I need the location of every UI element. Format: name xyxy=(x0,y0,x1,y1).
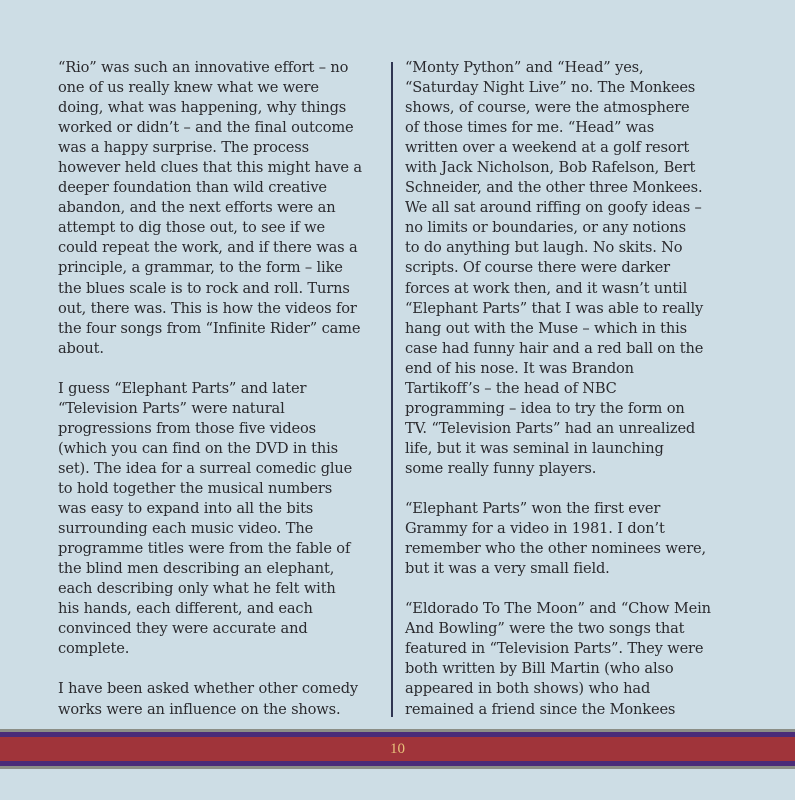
text-line: complete. xyxy=(58,640,130,658)
text-line: appeared in both shows) who had xyxy=(405,680,651,698)
text-line: was easy to expand into all the bits xyxy=(58,500,314,518)
text-line: “Elephant Parts” that I was able to really xyxy=(405,299,704,317)
text-line: forces at work then, and it wasn’t until xyxy=(405,279,688,297)
text-line: Schneider, and the other three Monkees. xyxy=(405,179,703,197)
text-line: however held clues that this might have a xyxy=(58,159,362,177)
text-line: programme titles were from the fable of xyxy=(58,540,351,558)
text-line: programming – idea to try the form on xyxy=(405,399,685,417)
text-line: the blues scale is to rock and roll. Turns xyxy=(58,279,350,297)
text-line: TV. “Television Parts” had an unrealized xyxy=(405,419,696,437)
text-line: each describing only what he felt with xyxy=(58,580,336,598)
text-line: about. xyxy=(58,339,104,357)
text-line: life, but it was seminal in launching xyxy=(405,439,664,457)
text-line: the blind men describing an elephant, xyxy=(58,560,335,578)
text-line: case had funny hair and a red ball on the xyxy=(405,339,704,357)
text-line: remember who the other nominees were, xyxy=(405,540,706,558)
text-line: his hands, each different, and each xyxy=(58,600,313,618)
text-line: set). The idea for a surreal comedic glue xyxy=(58,459,353,477)
text-line: the four songs from “Infinite Rider” came xyxy=(58,319,361,337)
text-line: Tartikoff’s – the head of NBC xyxy=(405,379,617,397)
text-line: “Saturday Night Live” no. The Monkees xyxy=(405,79,696,97)
text-line: but it was a very small field. xyxy=(405,560,610,578)
text-line: And Bowling” were the two songs that xyxy=(405,620,685,638)
text-line: hang out with the Muse – which in this xyxy=(405,319,688,337)
text-line: some really funny players. xyxy=(405,459,597,477)
text-line: could repeat the work, and if there was a xyxy=(58,239,358,257)
text-line: to do anything but laugh. No skits. No xyxy=(405,239,683,257)
text-line: no limits or boundaries, or any notions xyxy=(405,219,687,237)
text-line: We all sat around riffing on goofy ideas – xyxy=(405,199,702,217)
text-line: surrounding each music video. The xyxy=(58,520,314,538)
left-text-column xyxy=(58,58,383,720)
text-line xyxy=(405,579,745,599)
text-line: worked or didn’t – and the final outcome xyxy=(58,119,354,137)
text-line: “Monty Python” and “Head” yes, xyxy=(405,59,644,76)
text-line: doing, what was happening, why things xyxy=(58,99,347,117)
text-line: written over a weekend at a golf resort xyxy=(405,139,690,157)
column-divider xyxy=(391,62,393,717)
text-line: to hold together the musical numbers xyxy=(58,479,333,497)
text-line: attempt to dig those out, to see if we xyxy=(58,219,325,237)
text-line: “Television Parts” were natural xyxy=(58,399,285,417)
text-line xyxy=(405,479,745,499)
text-line: I have been asked whether other comedy xyxy=(58,680,358,698)
text-line: convinced they were accurate and xyxy=(58,620,308,638)
text-line: “Elephant Parts” won the first ever xyxy=(405,500,661,518)
text-line: progressions from those five videos xyxy=(58,419,316,437)
right-text-column xyxy=(405,58,745,720)
text-line xyxy=(58,659,383,679)
text-line: of those times for me. “Head” was xyxy=(405,119,655,137)
text-line: abandon, and the next efforts were an xyxy=(58,199,336,217)
text-line: deeper foundation than wild creative xyxy=(58,179,327,197)
text-line: Grammy for a video in 1981. I don’t xyxy=(405,520,665,538)
page-number: 10 xyxy=(390,741,405,757)
text-line: with Jack Nicholson, Bob Rafelson, Bert xyxy=(405,159,696,177)
text-line: (which you can find on the DVD in this xyxy=(58,439,339,457)
text-line: out, there was. This is how the videos for xyxy=(58,299,357,317)
text-line: both written by Bill Martin (who also xyxy=(405,660,674,678)
text-line: remained a friend since the Monkees xyxy=(405,700,676,718)
text-line: works were an influence on the shows. xyxy=(58,700,341,718)
text-line: principle, a grammar, to the form – like xyxy=(58,259,343,277)
text-line: was a happy surprise. The process xyxy=(58,139,309,157)
text-line: “Eldorado To The Moon” and “Chow Mein xyxy=(405,600,711,618)
text-line: featured in “Television Parts”. They were xyxy=(405,640,704,658)
text-line: scripts. Of course there were darker xyxy=(405,259,670,277)
text-line: I guess “Elephant Parts” and later xyxy=(58,379,307,397)
text-line: one of us really knew what we were xyxy=(58,79,319,97)
text-line: shows, of course, were the atmosphere xyxy=(405,99,690,117)
text-line xyxy=(58,359,383,379)
text-line: end of his nose. It was Brandon xyxy=(405,359,634,377)
text-line: “Rio” was such an innovative effort – no xyxy=(58,59,349,76)
